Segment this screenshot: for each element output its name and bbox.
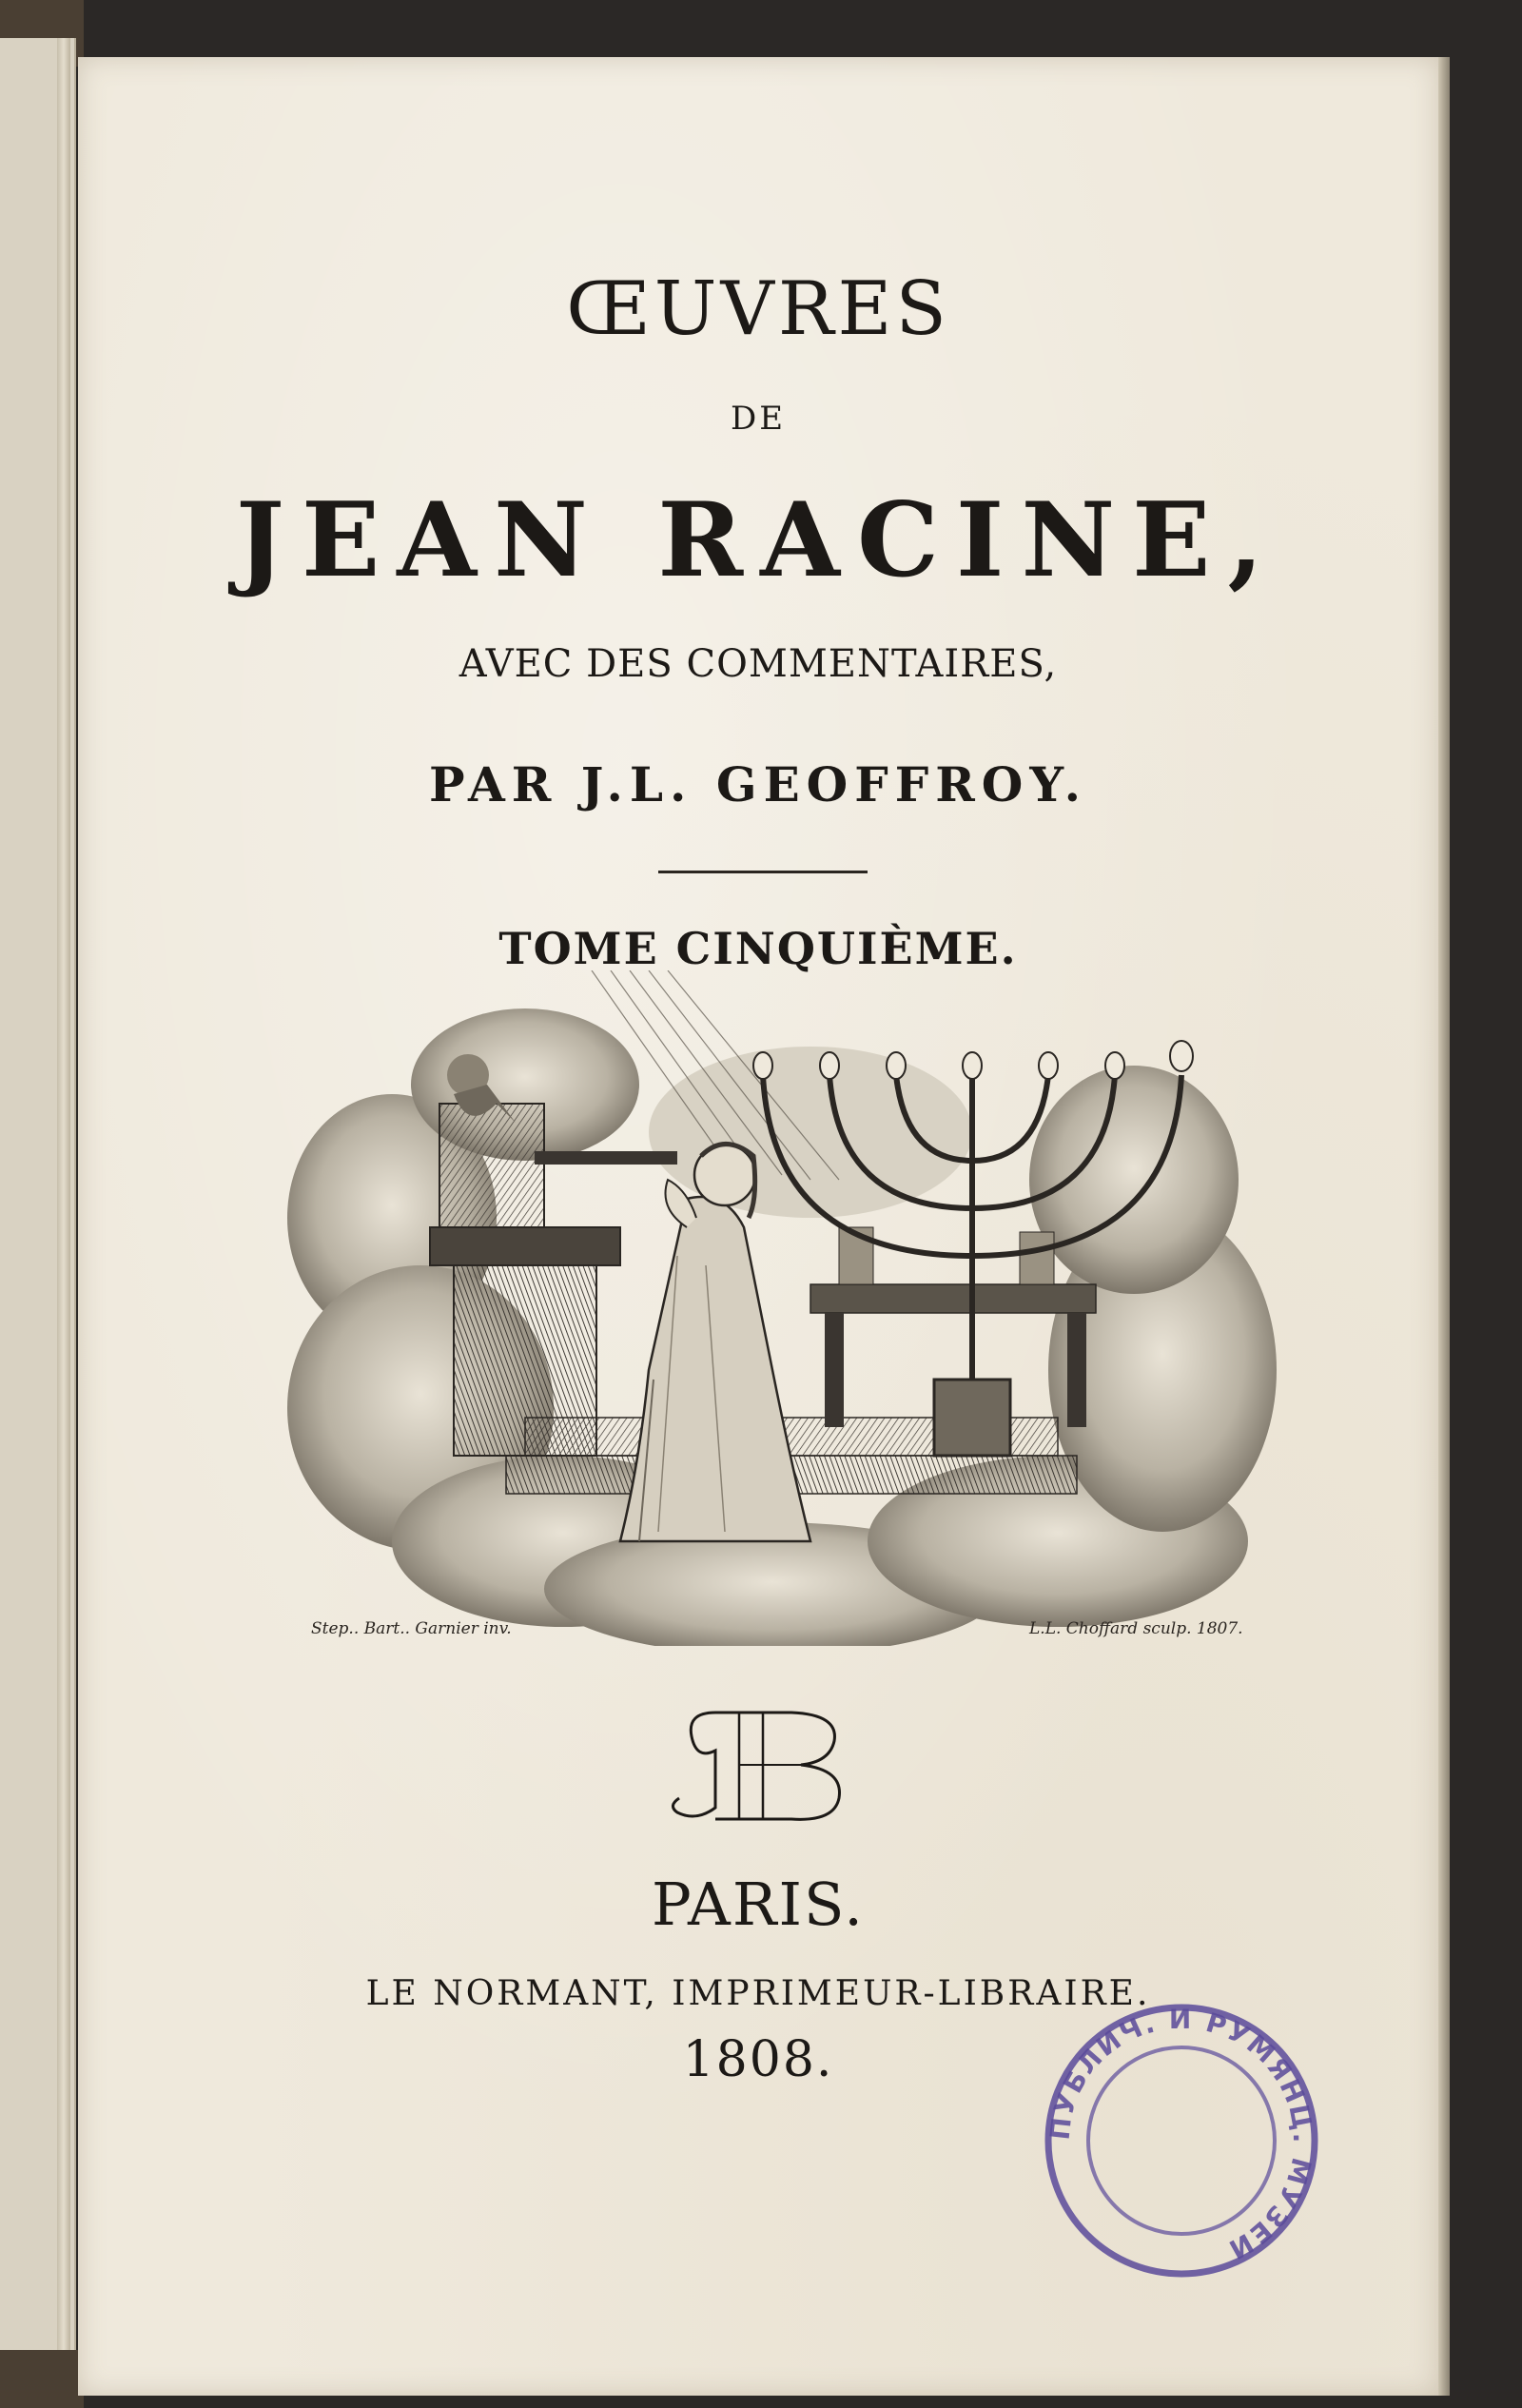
stamp-text: ПУБЛИЧ. И РУМЯНЦ. МУЗЕИ (1044, 2003, 1319, 2267)
page-edge (1438, 57, 1450, 2396)
title-rule (658, 871, 868, 873)
imprint-printer: LE NORMANT, IMPRIMEUR-LIBRAIRE. (365, 1974, 1151, 2013)
credit-engraver: L.L. Choffard sculp. 1807. (1029, 1619, 1243, 1638)
commentator: PAR J.L. GEOFFROY. (429, 756, 1087, 812)
title-connector: DE (730, 400, 787, 438)
library-stamp (1029, 1988, 1334, 2293)
binding-corner-bottom (0, 2350, 84, 2408)
author-name: JEAN RACINE, (235, 480, 1281, 600)
imprint-year: 1808. (682, 2031, 834, 2088)
subtitle: AVEC DES COMMENTAIRES, (459, 642, 1058, 686)
title-page (78, 57, 1438, 2396)
engraving-vignette (278, 970, 1286, 1646)
credit-designer: Step.. Bart.. Garnier inv. (311, 1619, 512, 1638)
svg-text:ПУБЛИЧ. И РУМЯНЦ. МУЗЕИ (1044, 2004, 1318, 2266)
imprint-city: PARIS. (652, 1870, 865, 1939)
cloud-mass (287, 1008, 1277, 1646)
volume-label: TOME CINQUIÈME. (498, 923, 1018, 974)
spine-strip (57, 38, 70, 2398)
publisher-monogram (649, 1693, 877, 1836)
book-title: ŒUVRES (566, 266, 950, 352)
